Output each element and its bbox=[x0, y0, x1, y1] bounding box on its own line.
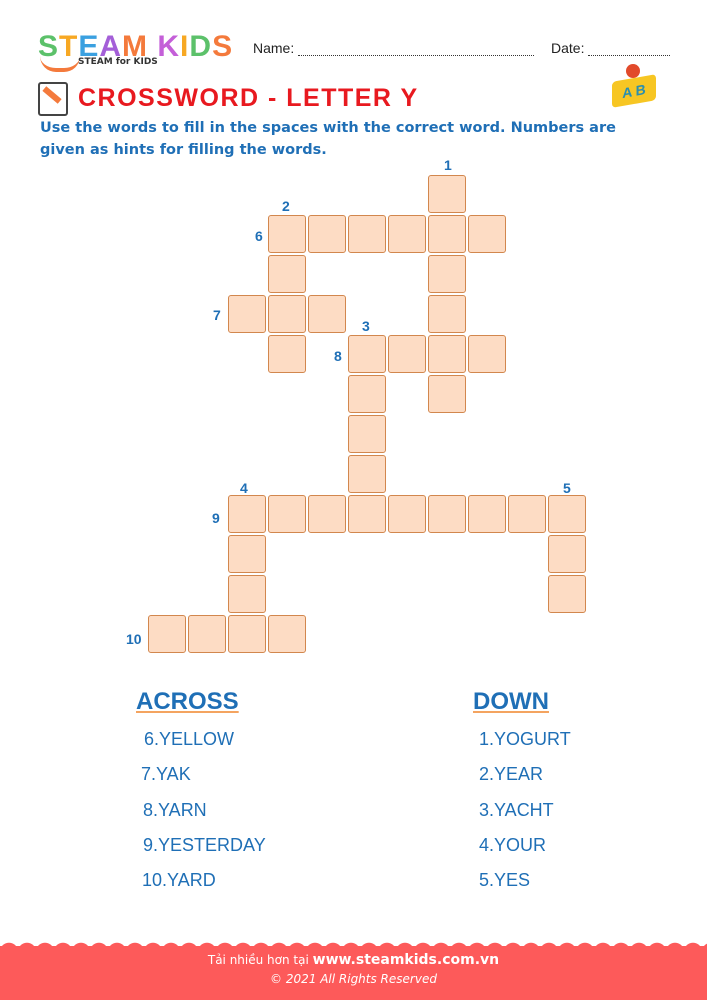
crossword-cell[interactable] bbox=[268, 615, 306, 653]
crossword-cell[interactable] bbox=[468, 335, 506, 373]
footer-prefix: Tải nhiều hơn tại bbox=[207, 953, 309, 967]
crossword-cell[interactable] bbox=[268, 255, 306, 293]
page-title: CROSSWORD - LETTER Y bbox=[78, 84, 419, 112]
crossword-cell[interactable] bbox=[268, 335, 306, 373]
down-clue: 3.YACHT bbox=[479, 799, 554, 820]
crossword-cell[interactable] bbox=[228, 495, 266, 533]
crossword-cell[interactable] bbox=[348, 455, 386, 493]
pencil-paper-icon bbox=[38, 82, 68, 116]
crossword-cell[interactable] bbox=[348, 415, 386, 453]
crossword-cell[interactable] bbox=[468, 215, 506, 253]
crossword-cell[interactable] bbox=[428, 175, 466, 213]
crossword-cell[interactable] bbox=[388, 215, 426, 253]
clue-number: 8 bbox=[334, 348, 342, 364]
clue-number: 5 bbox=[563, 480, 571, 496]
crossword-cell[interactable] bbox=[228, 575, 266, 613]
crossword-cell[interactable] bbox=[508, 495, 546, 533]
logo-swoosh bbox=[40, 56, 80, 72]
across-clue: 8.YARN bbox=[143, 799, 207, 820]
down-clue: 4.YOUR bbox=[479, 834, 547, 855]
crossword-cell[interactable] bbox=[348, 495, 386, 533]
crossword-cell[interactable] bbox=[388, 495, 426, 533]
crossword-cell[interactable] bbox=[428, 495, 466, 533]
crossword-cell[interactable] bbox=[268, 215, 306, 253]
across-clue: 6.YELLOW bbox=[144, 729, 235, 749]
crossword-cell[interactable] bbox=[308, 495, 346, 533]
clue-number: 1 bbox=[444, 157, 452, 173]
crossword-cell[interactable] bbox=[268, 495, 306, 533]
down-heading: DOWN bbox=[473, 688, 549, 715]
across-heading: ACROSS bbox=[136, 688, 239, 715]
clue-number: 7 bbox=[213, 307, 221, 323]
crossword-cell[interactable] bbox=[428, 335, 466, 373]
across-clue: 10.YARD bbox=[142, 870, 216, 891]
crossword-cell[interactable] bbox=[468, 495, 506, 533]
crossword-cell[interactable] bbox=[428, 255, 466, 293]
clue-number: 4 bbox=[240, 480, 248, 496]
clue-number: 6 bbox=[255, 228, 263, 244]
logo-subtitle: STEAM for KIDS bbox=[78, 57, 158, 67]
copyright: © 2021 All Rights Reserved bbox=[270, 972, 437, 986]
crossword-cell[interactable] bbox=[308, 295, 346, 333]
across-clue: 7.YAK bbox=[141, 764, 191, 785]
name-label: Name: bbox=[253, 40, 295, 56]
crossword-cell[interactable] bbox=[308, 215, 346, 253]
crossword-cell[interactable] bbox=[428, 375, 466, 413]
crossword-cell[interactable] bbox=[428, 295, 466, 333]
clue-number: 3 bbox=[362, 318, 370, 334]
date-label: Date: bbox=[551, 40, 585, 56]
steam-kids-logo: STEAM KIDS bbox=[38, 30, 234, 63]
clue-number: 10 bbox=[126, 631, 142, 647]
crossword-cell[interactable] bbox=[548, 495, 586, 533]
across-clue: 9.YESTERDAY bbox=[143, 834, 266, 855]
instructions: Use the words to fill in the spaces with the correct word. Numbers are given as hints for filling the words. bbox=[40, 120, 616, 158]
crossword-cell[interactable] bbox=[548, 575, 586, 613]
clue-number: 2 bbox=[282, 198, 290, 214]
crossword-cell[interactable] bbox=[228, 295, 266, 333]
crossword-cell[interactable] bbox=[348, 375, 386, 413]
footer-link-line bbox=[0, 952, 707, 968]
name-field[interactable] bbox=[253, 40, 534, 56]
crossword-cell[interactable] bbox=[228, 535, 266, 573]
crossword-cell[interactable] bbox=[388, 335, 426, 373]
crossword-cell[interactable] bbox=[148, 615, 186, 653]
down-clue: 1.YOGURT bbox=[479, 729, 571, 749]
down-clue: 5.YES bbox=[479, 870, 531, 891]
crossword-cell[interactable] bbox=[428, 215, 466, 253]
crossword-cell[interactable] bbox=[188, 615, 226, 653]
crossword-cell[interactable] bbox=[348, 215, 386, 253]
crossword-cell[interactable] bbox=[548, 535, 586, 573]
footer-site-link[interactable]: www.steamkids.com.vn bbox=[312, 952, 500, 968]
date-field[interactable] bbox=[551, 40, 670, 56]
crossword-cell[interactable] bbox=[348, 335, 386, 373]
abc-book-icon: A B bbox=[610, 64, 662, 110]
down-clue: 2.YEAR bbox=[479, 764, 544, 785]
clue-number: 9 bbox=[212, 510, 220, 526]
crossword-cell[interactable] bbox=[228, 615, 266, 653]
crossword-cell[interactable] bbox=[268, 295, 306, 333]
